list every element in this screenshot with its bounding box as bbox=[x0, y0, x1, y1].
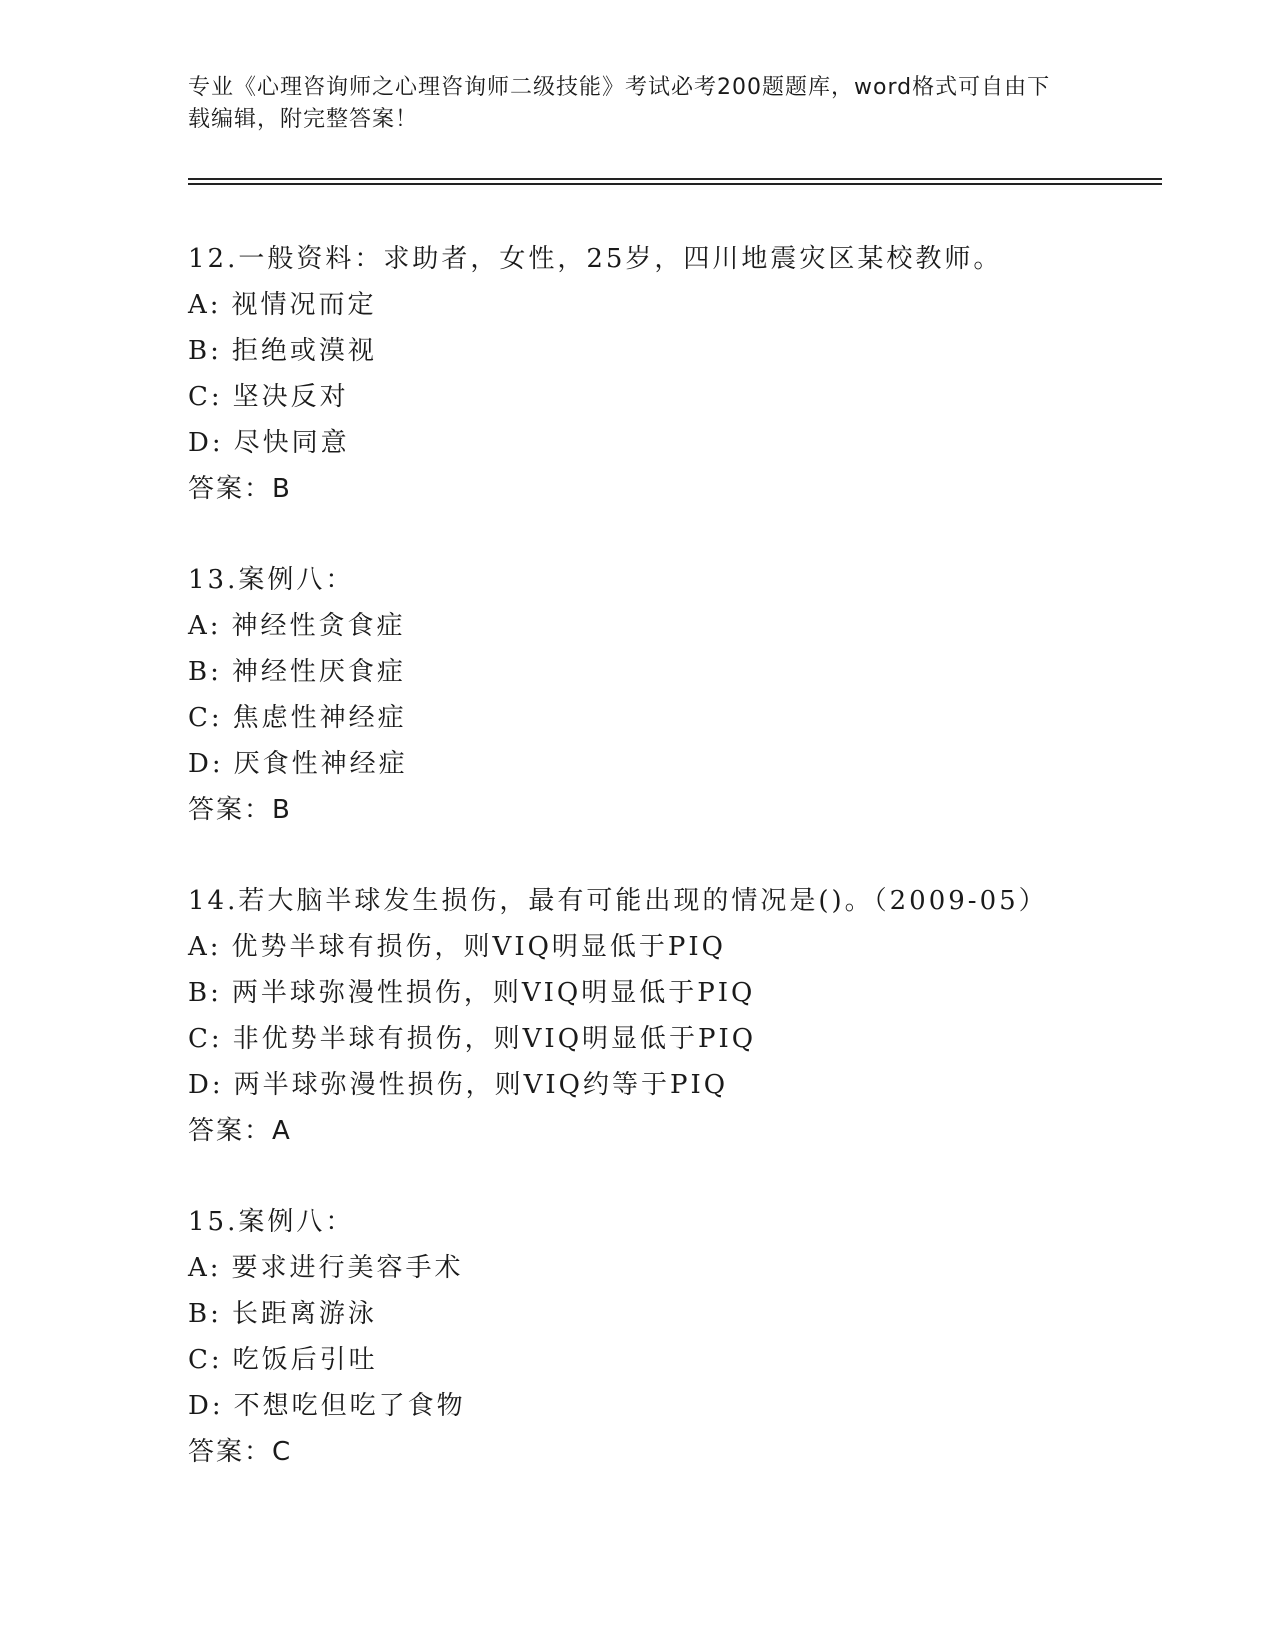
option-key: D: bbox=[188, 1070, 224, 1100]
option-a bbox=[188, 1245, 1162, 1291]
question-stem: 15.案例八： bbox=[188, 1207, 355, 1237]
option-key: A: bbox=[188, 1253, 222, 1283]
option-text: 要求进行美容手术 bbox=[231, 1253, 464, 1283]
option-key: C: bbox=[188, 1345, 223, 1375]
option-text: 不想吃但吃了食物 bbox=[233, 1391, 466, 1421]
option-d bbox=[188, 420, 1162, 466]
option-key: D: bbox=[188, 1391, 224, 1421]
option-key: C: bbox=[188, 382, 223, 412]
option-a bbox=[188, 282, 1162, 328]
header-divider-bottom bbox=[188, 183, 1162, 185]
option-text: 厌食性神经症 bbox=[233, 749, 408, 779]
option-key: C: bbox=[188, 1024, 223, 1054]
option-b bbox=[188, 328, 1162, 374]
question-14 bbox=[188, 878, 1162, 1199]
option-key: B: bbox=[188, 1299, 222, 1329]
option-text: 吃饭后引吐 bbox=[232, 1345, 378, 1375]
option-b bbox=[188, 649, 1162, 695]
option-d bbox=[188, 1383, 1162, 1429]
option-key: B: bbox=[188, 657, 222, 687]
option-key: A: bbox=[188, 611, 222, 641]
option-text: 神经性厌食症 bbox=[231, 657, 406, 687]
question-stem: 12.一般资料：求助者，女性，25岁，四川地震灾区某校教师。 bbox=[188, 244, 1003, 274]
question-stem: 14.若大脑半球发生损伤，最有可能出现的情况是()。（2009-05） bbox=[188, 886, 1048, 916]
option-key: A: bbox=[188, 290, 222, 320]
option-text: 非优势半球有损伤，则VIQ明显低于PIQ bbox=[232, 1024, 757, 1054]
option-text: 焦虑性神经症 bbox=[232, 703, 407, 733]
option-d bbox=[188, 1062, 1162, 1108]
option-key: B: bbox=[188, 336, 222, 366]
option-c bbox=[188, 695, 1162, 741]
option-d bbox=[188, 741, 1162, 787]
option-text: 两半球弥漫性损伤，则VIQ约等于PIQ bbox=[233, 1070, 729, 1100]
option-key: C: bbox=[188, 703, 223, 733]
document-header: 专业《心理咨询师之心理咨询师二级技能》考试必考200题题库，word格式可自由下载编辑，附完整答案！ bbox=[188, 75, 1051, 132]
option-c bbox=[188, 1016, 1162, 1062]
question-12 bbox=[188, 236, 1162, 557]
option-text: 拒绝或漠视 bbox=[231, 336, 377, 366]
option-text: 两半球弥漫性损伤，则VIQ明显低于PIQ bbox=[231, 978, 756, 1008]
answer-label: 答案：B bbox=[188, 474, 292, 504]
option-text: 尽快同意 bbox=[233, 428, 350, 458]
option-b bbox=[188, 1291, 1162, 1337]
option-key: B: bbox=[188, 978, 222, 1008]
option-key: D: bbox=[188, 428, 224, 458]
option-text: 视情况而定 bbox=[231, 290, 377, 320]
answer-label: 答案：B bbox=[188, 795, 292, 825]
option-text: 坚决反对 bbox=[232, 382, 349, 412]
option-c bbox=[188, 1337, 1162, 1383]
question-13 bbox=[188, 557, 1162, 878]
question-list bbox=[188, 236, 1162, 1520]
option-text: 长距离游泳 bbox=[231, 1299, 377, 1329]
option-a bbox=[188, 603, 1162, 649]
option-text: 优势半球有损伤，则VIQ明显低于PIQ bbox=[231, 932, 726, 962]
header-divider-top bbox=[188, 178, 1162, 180]
option-key: A: bbox=[188, 932, 222, 962]
option-b bbox=[188, 970, 1162, 1016]
answer-label: 答案：A bbox=[188, 1116, 292, 1146]
option-c bbox=[188, 374, 1162, 420]
option-key: D: bbox=[188, 749, 224, 779]
option-a bbox=[188, 924, 1162, 970]
question-stem: 13.案例八： bbox=[188, 565, 355, 595]
question-15 bbox=[188, 1199, 1162, 1520]
option-text: 神经性贪食症 bbox=[231, 611, 406, 641]
answer-label: 答案：C bbox=[188, 1437, 293, 1467]
